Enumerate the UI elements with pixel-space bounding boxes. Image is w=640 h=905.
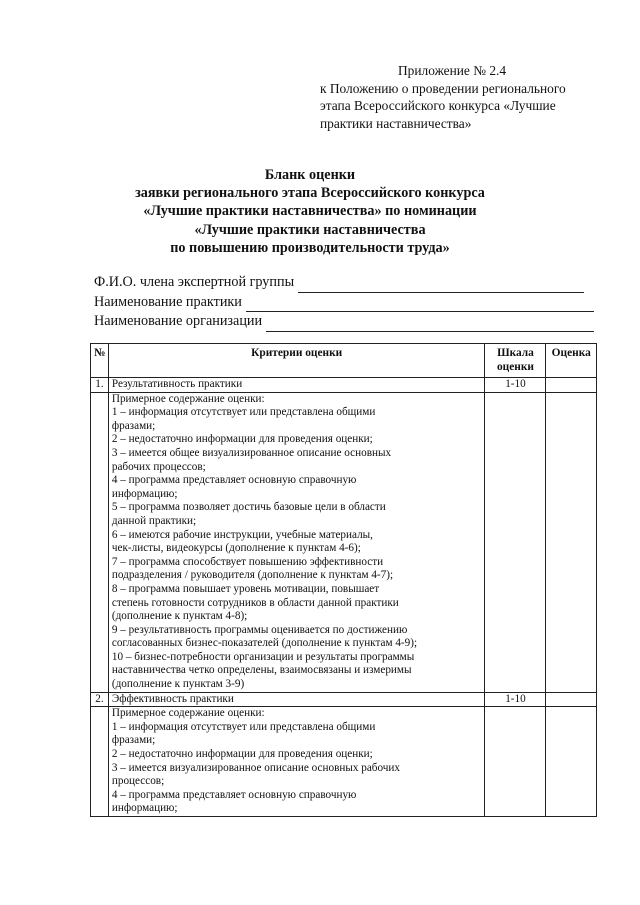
desc-line: фразами; (111, 734, 156, 747)
header-criteria: Критерии оценки (108, 344, 485, 378)
desc-scale-cell (485, 707, 546, 817)
desc-line: процессов; (111, 775, 165, 788)
practice-field (94, 293, 594, 313)
header-score: Оценка (546, 344, 597, 378)
desc-line: чек-листы, видеокурсы (дополнение к пунктам 4-6); (111, 542, 361, 555)
organization-field-label: Наименование организации (94, 313, 263, 329)
organization-field-line[interactable] (266, 317, 594, 332)
desc-num-cell (91, 707, 109, 817)
section-num: 2. (91, 692, 109, 707)
section-score-cell[interactable] (546, 692, 597, 707)
section-scale: 1-10 (485, 378, 546, 393)
title-line: заявки регионального этапа Всероссийского конкурса (135, 185, 485, 202)
section-desc-row (91, 707, 597, 817)
practice-field-label: Наименование практики (94, 293, 242, 310)
desc-line: 7 – программа способствует повышению эффективности (111, 555, 384, 568)
appendix-block (320, 62, 610, 132)
appendix-line: практики наставничества» (320, 115, 472, 131)
form-title (90, 166, 530, 257)
desc-line: информацию; (111, 802, 178, 815)
desc-line: 6 – имеются рабочие инструкции, учебные материалы, (111, 528, 373, 541)
desc-score-cell (546, 392, 597, 692)
expert-field (94, 273, 594, 293)
practice-field-line[interactable] (246, 297, 594, 312)
desc-line: степень готовности сотрудников в области данной практики (111, 596, 399, 609)
section-num: 1. (91, 378, 109, 393)
desc-line: 4 – программа представляет основную справочную (111, 788, 357, 801)
expert-field-label: Ф.И.О. члена экспертной группы (94, 274, 295, 290)
desc-line: 1 – информация отсутствует или представлена общими (111, 406, 376, 419)
desc-line: 9 – результативность программы оценивается по достижению (111, 623, 408, 636)
title-line: Бланк оценки (264, 167, 356, 183)
desc-line: согласованных бизнес-показателей (дополнение к пунктам 4-9); (111, 637, 418, 650)
desc-score-cell (546, 707, 597, 817)
desc-line: (дополнение к пунктам 3-9) (111, 678, 245, 691)
appendix-line: этапа Всероссийского конкурса «Лучшие (320, 98, 556, 113)
section-desc-row (91, 392, 597, 692)
desc-line: 5 – программа позволяет достичь базовые цели в области (111, 501, 386, 514)
desc-line: 3 – имеется визуализированное описание основных рабочих (111, 761, 401, 774)
expert-field-line[interactable] (298, 278, 584, 293)
desc-num-cell (91, 392, 109, 692)
desc-line: рабочих процессов; (111, 460, 206, 473)
header-num: № (91, 344, 109, 378)
desc-line: 2 – недостаточно информации для проведения оценки; (111, 748, 373, 761)
section-description (108, 707, 485, 817)
desc-line: 2 – недостаточно информации для проведения оценки; (111, 433, 373, 446)
desc-line: подразделения / руководителя (дополнение к пунктам 4-7); (111, 569, 394, 582)
appendix-number: Приложение № 2.4 (398, 63, 507, 78)
section-title: Эффективность практики (108, 692, 485, 707)
desc-line: 1 – информация отсутствует или представлена общими (111, 720, 376, 733)
criteria-table (90, 343, 597, 817)
desc-line: данной практики; (111, 514, 197, 527)
table-header-row (91, 344, 597, 378)
desc-line: 3 – имеется общее визуализированное описание основных (111, 446, 392, 459)
title-line: по повышению производительности труда» (170, 239, 450, 256)
desc-scale-cell (485, 392, 546, 692)
desc-line: наставничества четко определены, взаимосвязаны и измеримы (111, 664, 412, 677)
title-line: «Лучшие практики наставничества (194, 221, 426, 238)
section-title: Результативность практики (108, 378, 485, 393)
header-scale: Шкала оценки (485, 344, 546, 378)
desc-line: Примерное содержание оценки: (111, 707, 265, 720)
title-line: «Лучшие практики наставничества» по номинации (143, 203, 477, 220)
section-row (91, 378, 597, 393)
desc-line: 10 – бизнес-потребности организации и результаты программы (111, 650, 415, 663)
form-fields (94, 273, 594, 332)
desc-line: 4 – программа представляет основную справочную (111, 474, 357, 487)
desc-line: (дополнение к пунктам 4-8); (111, 610, 248, 623)
appendix-line: к Положению о проведении регионального (320, 80, 566, 96)
organization-field (94, 312, 594, 332)
section-score-cell[interactable] (546, 378, 597, 393)
section-scale: 1-10 (485, 692, 546, 707)
desc-line: информацию; (111, 487, 178, 500)
desc-line: 8 – программа повышает уровень мотивации, повышает (111, 582, 380, 595)
section-row (91, 692, 597, 707)
desc-line: фразами; (111, 419, 156, 432)
section-description (108, 392, 485, 692)
desc-line: Примерное содержание оценки: (111, 392, 265, 405)
